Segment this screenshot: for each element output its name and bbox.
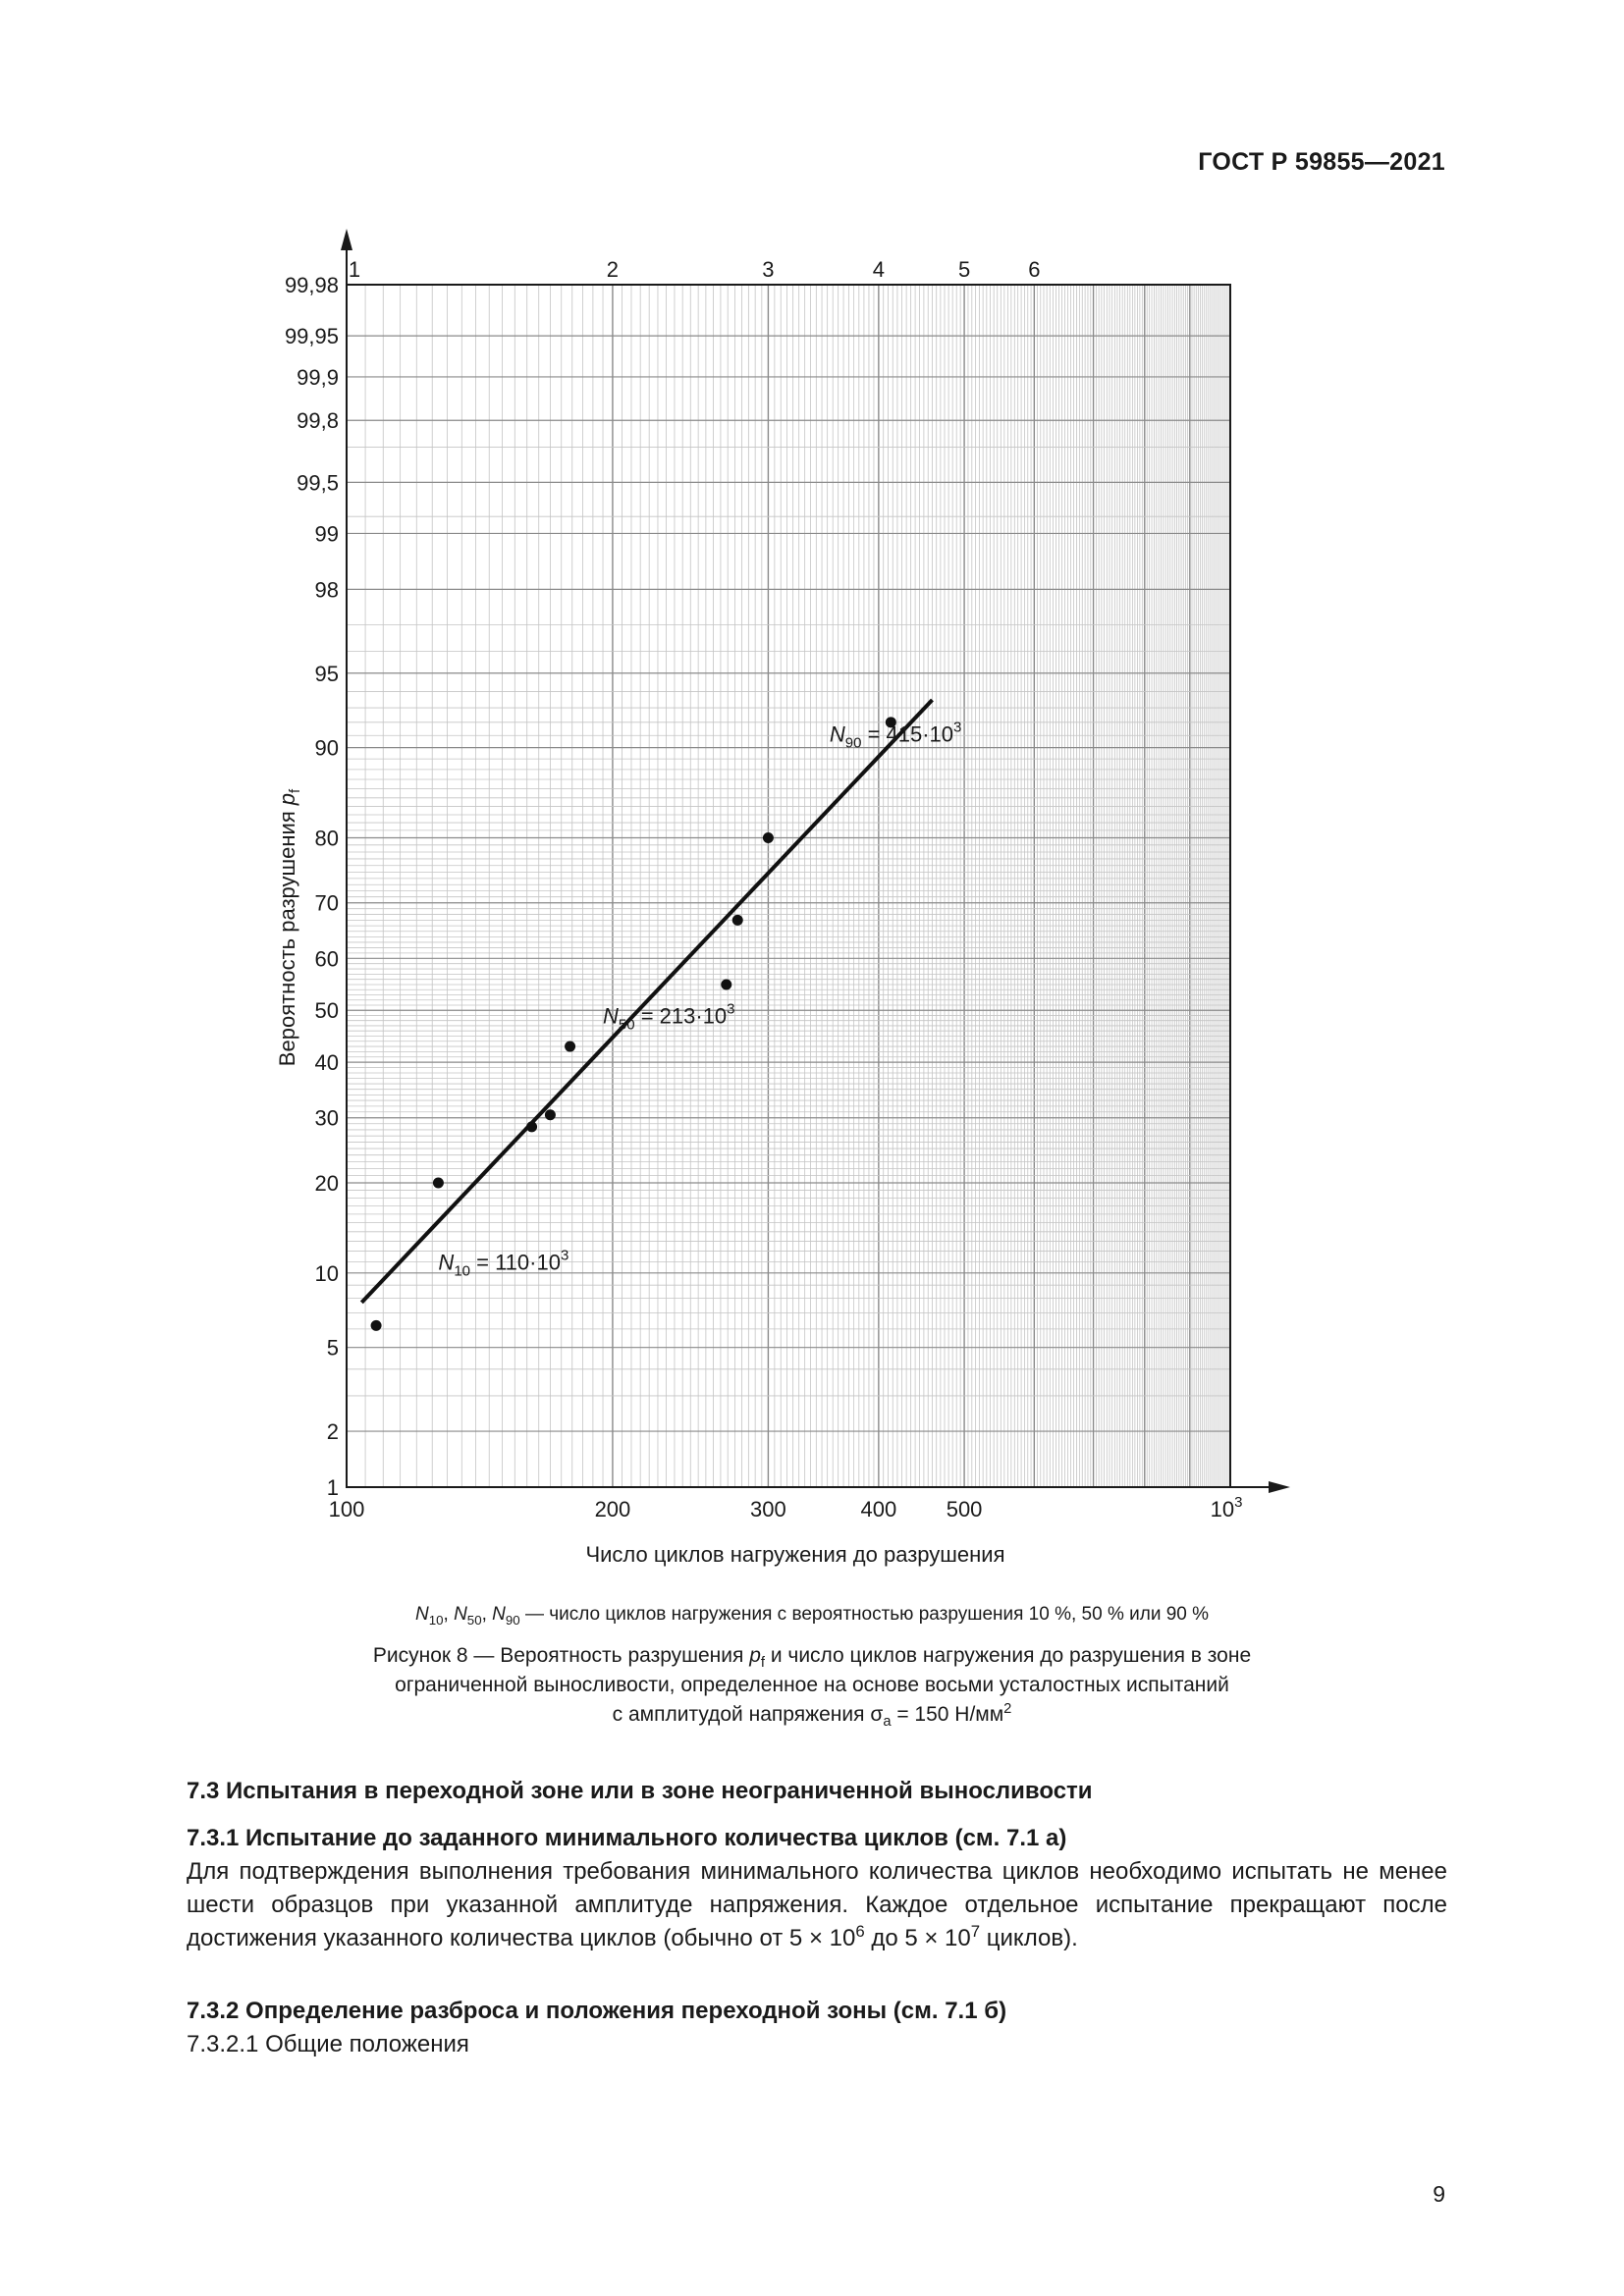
top-tick-label: 1 [348,257,361,282]
y-tick-label: 1 [326,1475,339,1500]
chart-grid [347,285,1230,1487]
x-tick-label: 500 [946,1497,983,1522]
figure-caption-line-3: с амплитудой напряжения $\sigma_a = 150$ $Н/мм^2$ [612,1701,1012,1731]
y-tick-label: 50 [314,998,339,1024]
y-tick-label: 99 [314,521,339,547]
y-axis-label-text: Вероятность разрушения [275,811,299,1067]
y-tick-label: 60 [314,946,339,972]
figure-caption [0,1641,1624,1730]
figure-caption-line-2: ограниченной выносливости, определенное на основе восьми усталостных испытаний [395,1674,1229,1696]
legend-text: — число циклов нагружения с вероятностью разрушения 10 %, 50 % или 90 % [519,1604,1210,1625]
document-header: ГОСТ Р 59855—2021 [1198,148,1445,176]
chart-axes [341,229,1290,1493]
heading-7-3-1: 7.3.1 Испытание до заданного минимального количества циклов (см. 7.1 а) [187,1825,1067,1851]
figure-legend: $N_{10}$, $N_{50}$, $N_{90}$ — число циклов нагружения с вероятностью разрушения 10 %, 50 % или 90 % [414,1604,1210,1628]
y-tick-label: 99,98 [284,273,339,297]
x-axis-label: Число циклов нагружения до разрушения [585,1542,1005,1567]
data-point [545,1109,556,1120]
y-tick-label: 10 [314,1260,339,1286]
top-tick-label: 3 [762,257,775,282]
data-point [433,1177,444,1188]
heading-7-3: 7.3 Испытания в переходной зоне или в зоне неограниченной выносливости [187,1778,1093,1804]
annotation-n90: $N_{90} = 415\cdot 10^3$ [829,719,962,752]
top-tick-label: 4 [872,257,885,282]
y-tick-label: 5 [326,1335,339,1361]
y-tick-label: 99,5 [297,470,339,496]
y-axis-label [275,788,303,1066]
plot-frame [347,285,1230,1487]
x-tick-label: 200 [594,1497,631,1522]
y-axis-label-var: p [275,792,299,806]
y-tick-label: 30 [314,1105,339,1131]
top-tick-label: 5 [957,257,971,282]
y-tick-label: 20 [314,1170,339,1196]
y-tick-label: 40 [314,1050,339,1076]
y-tick-label: 99,95 [284,324,339,349]
y-axis-label-sub: f [287,788,303,793]
y-tick-label: 95 [314,661,339,686]
figure-caption-line-1: Рисунок 8 — Вероятность разрушения $p_f$ и число циклов нагружения до разрушения в зоне [372,1644,1252,1672]
annotation-n10: $N_{10} = 110\cdot 10^3$ [438,1247,569,1280]
y-tick-label: 2 [326,1419,339,1445]
data-point [526,1121,537,1132]
data-point [371,1320,382,1331]
top-tick-label: 6 [1028,257,1041,282]
data-point [721,979,731,989]
legend-n90-sub: 90 [505,1612,520,1628]
x-tick-label: 300 [750,1497,786,1522]
x-tick-label-end: $10^3$ [1210,1494,1243,1522]
x-tick-label: 400 [860,1497,897,1522]
x-tick-label: 100 [328,1497,365,1522]
y-tick-label: 70 [314,890,339,916]
x-axis-arrow [1269,1481,1290,1493]
legend-n10-sub: 10 [428,1612,444,1628]
y-tick-label: 80 [314,826,339,851]
heading-7-3-2-1: 7.3.2.1 Общие положения [187,2031,469,2057]
y-tick-label: 99,8 [297,408,339,434]
annotation-n50: $N_{50} = 213\cdot 10^3$ [603,1000,735,1034]
heading-7-3-2: 7.3.2 Определение разброса и положения переходной зоны (см. 7.1 б) [187,1998,1007,2024]
data-point [763,832,774,843]
legend-n50-sub: 50 [466,1612,482,1628]
page-number: 9 [1433,2181,1445,2207]
probability-chart [255,221,1316,1595]
data-point [732,915,743,926]
y-axis-arrow [341,229,352,250]
y-tick-label: 90 [314,735,339,761]
data-point [565,1041,575,1052]
top-tick-label: 2 [606,257,620,282]
y-tick-label: 98 [314,577,339,603]
paragraph-7-3-1: Для подтверждения выполнения требования минимального количества циклов необходимо испытать не менее шести образцов при указанной амплитуде напряжения. Каждое отдельное испытание прекращают после достижения указанного количества циклов (обычно от $5 \times 10^6$ до $5 \times 10^7$ циклов). [187,1858,1447,1951]
y-tick-label: 99,9 [297,364,339,390]
